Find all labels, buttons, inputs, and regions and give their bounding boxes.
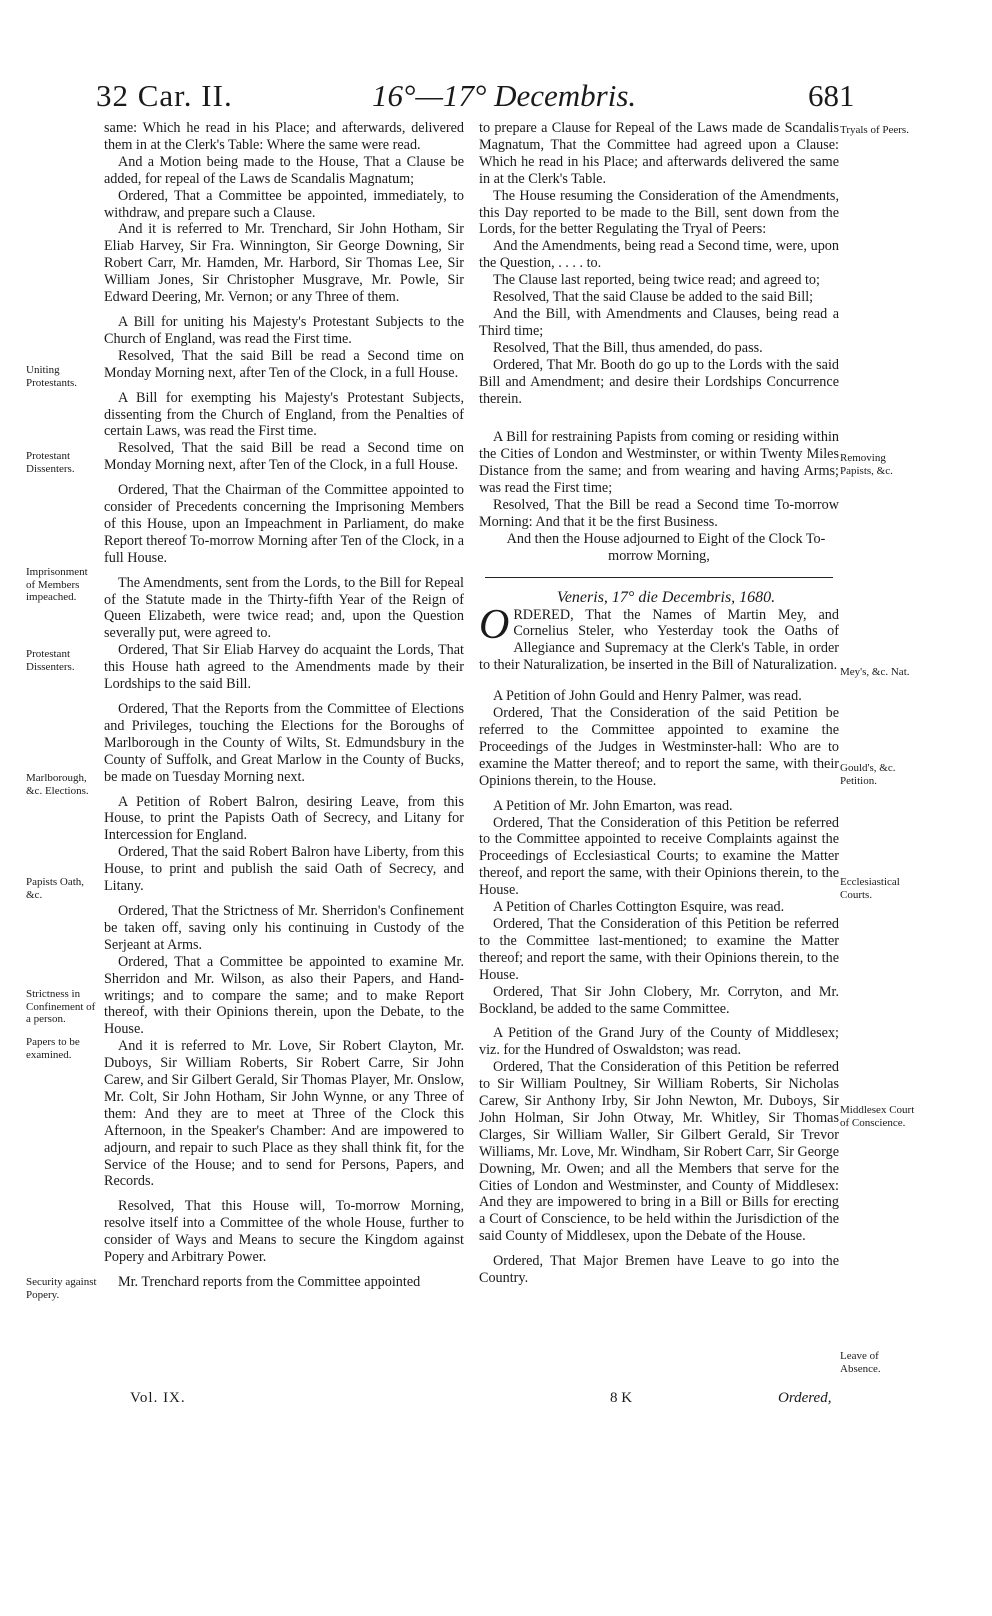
paragraph: A Petition of Mr. John Emarton, was read. — [493, 797, 733, 814]
section-rule — [485, 577, 833, 578]
paragraph: Ordered, That Sir Eliab Harvey do acquaint the Lords, That this House hath agreed to the Amendments made by their Lordships to the said Bill. — [104, 642, 464, 693]
paragraph: A Bill for restraining Papists from coming or residing within the Cities of London and Westminster, or within Twenty Miles Distance from the same; and from wearing and having Arms; was read the First time; — [479, 429, 839, 497]
paragraph: Ordered, That Mr. Booth do go up to the Lords with the said Bill and Amendment; and desire their Lordships Concurrence therein. — [479, 356, 839, 407]
adjournment: And then the House adjourned to Eight of the Clock To-morrow Morning, — [506, 530, 826, 564]
paragraph: A Petition of John Gould and Henry Palmer, was read. — [493, 688, 802, 705]
paragraph: Resolved, That the said Bill be read a Second time on Monday Morning next, after Ten of the Clock, in a full House. — [104, 347, 464, 381]
page-number: 681 — [808, 78, 855, 113]
margin-note: Gould's, &c. Petition. — [840, 762, 896, 787]
margin-note: Middlesex Court of Conscience. — [840, 1104, 915, 1129]
paragraph: Ordered, That Sir John Clobery, Mr. Corryton, and Mr. Bockland, be added to the same Committee. — [479, 983, 839, 1017]
regnal-year: 32 Car. II. — [96, 78, 233, 113]
paragraph: Ordered, That the Consideration of the said Petition be referred to the Committee appointed to examine the Proceedings of the Judges in Westminster-hall: Who are to examine the Matter thereof; and to report the same, with their Opinions therein, to the House. — [479, 705, 839, 789]
paragraph: ORDERED, That the Names of Martin Mey, and Cornelius Steler, who Yesterday took the Oaths of Allegiance and Supremacy at the Clerk's Table, in order to their Naturalization, be inserted in the Bill of Naturalization. — [479, 601, 839, 674]
paragraph: to prepare a Clause for Repeal of the Laws made de Scandalis Magnatum, That the Committee had agreed upon a Clause: Which he read in his Place; and afterwards delivered the same in at the Clerk's Table. — [479, 120, 839, 187]
paragraph: The Amendments, sent from the Lords, to the Bill for Repeal of the Statute made in the Thirty-fifth Year of the Reign of Queen Elizabeth, were twice read; and, upon the Question severally put, were agreed to. — [104, 574, 464, 642]
running-header — [0, 76, 992, 126]
margin-note: Papists Oath, &c. — [26, 876, 85, 901]
margin-note: Protestant Dissenters. — [26, 450, 75, 475]
left-column — [104, 120, 464, 1291]
right-column — [479, 120, 839, 1287]
paragraph: Ordered, That a Committee be appointed to examine Mr. Sherridon and Mr. Wilson, as also their Papers, and Hand-writings; and to compare the same; and to make Report thereof, with their Opinions therein, upon the Debate, to the House. — [104, 953, 464, 1038]
paragraph: same: Which he read in his Place; and afterwards, delivered them in at the Clerk's Table: Where the same were read. — [104, 120, 464, 153]
drop-capital: O — [479, 601, 510, 648]
paragraph: And a Motion being made to the House, That a Clause be added, for repeal of the Laws de Scandalis Magnatum; — [104, 153, 464, 187]
paragraph: Ordered, That the Reports from the Committee of Elections and Privileges, touching the Elections for the Boroughs of Marlborough in the County of Wilts, St. Edmundsbury in the County of Suffolk, and Great Marlow in the County of Bucks, be made on Tuesday Morning next. — [104, 701, 464, 785]
paragraph: Ordered, That the Consideration of this Petition be referred to the Committee last-mentioned; to examine the Matter thereof; and report the same, with their Opinions therein, to the House. — [479, 915, 839, 983]
margin-note: Strictness in Confinement of a person. — [26, 988, 96, 1025]
paragraph: Ordered, That the Consideration of this Petition be referred to Sir William Poultney, Sir William Roberts, Sir Nicholas Carew, Sir Anthony Irby, Sir John Newton, Mr. Duboys, Sir John Holman, Sir John Otway, Mr. Whitley, Sir Thomas Clarges, Sir William Waller, Sir Gilbert Gerald, Sir Trevor Williams, Mr. Love, Mr. Windham, Sir Robert Carr, Sir George Downing, Mr. Owen; and all the Members that serve for the Cities of London and Westminster, and County of Middlesex: And they are impowered to bring in a Bill or Bills for erecting a Court of Conscience, to be held within the Jurisdiction of the said County of Middlesex, upon the Debate of the House. — [479, 1059, 839, 1245]
paragraph: The House resuming the Consideration of the Amendments, this Day reported to be made to the Bill, sent down from the Lords, for the better Regulating the Tryal of Peers: — [479, 187, 839, 238]
paragraph: Resolved, That this House will, To-morrow Morning, resolve itself into a Committee of the whole House, further to consider of Ways and Means to secure the Kingdom against Popery and Arbitrary Power. — [104, 1198, 464, 1266]
day-heading: Veneris, 17° die Decembris, 1680. — [556, 588, 776, 606]
margin-note: Ecclesiastical Courts. — [840, 876, 900, 901]
margin-note: Uniting Protestants. — [26, 364, 78, 389]
paragraph: Resolved, That the said Clause be added to the said Bill; — [493, 289, 814, 306]
date-heading: 16°—17° Decembris. — [372, 78, 637, 113]
paragraph: Ordered, That a Committee be appointed, immediately, to withdraw, and prepare such a Clause. — [104, 187, 464, 221]
paragraph: Mr. Trenchard reports from the Committee appointed — [118, 1274, 421, 1290]
margin-note: Papers to be examined. — [26, 1036, 80, 1061]
margin-note: Marlborough, &c. Elections. — [26, 772, 89, 797]
catchword: Ordered, — [778, 1390, 832, 1406]
paragraph: Ordered, That the said Robert Balron have Liberty, from this House, to print and publish the said Oath of Secrecy, and Litany. — [104, 844, 464, 895]
signature-mark: 8 K — [610, 1390, 633, 1406]
paragraph: Resolved, That the Bill, thus amended, do pass. — [493, 339, 763, 356]
volume-label: Vol. IX. — [130, 1390, 186, 1406]
paragraph: A Petition of the Grand Jury of the County of Middlesex; viz. for the Hundred of Oswaldston; was read. — [479, 1025, 839, 1059]
paragraph: A Bill for uniting his Majesty's Protestant Subjects to the Church of England, was read the First time. — [104, 313, 464, 347]
paragraph: A Petition of Robert Balron, desiring Leave, from this House, to print the Papists Oath of Secrecy, and Litany for Intercession for England. — [104, 793, 464, 844]
paragraph: Ordered, That Major Bremen have Leave to go into the Country. — [479, 1253, 839, 1287]
margin-note: Protestant Dissenters. — [26, 648, 75, 673]
margin-note: Removing Papists, &c. — [840, 452, 893, 477]
paragraph: And the Bill, with Amendments and Clauses, being read a Third time; — [479, 305, 839, 339]
paragraph: Ordered, That the Chairman of the Committee appointed to consider of Precedents concerning the Imprisoning Members of this House, upon an Impeachment in Parliament, do make Report thereof To-morrow Morning after Ten of the Clock, in a full House. — [104, 482, 464, 566]
margin-note: Mey's, &c. Nat. — [840, 666, 910, 678]
paragraph: The Clause last reported, being twice read; and agreed to; — [493, 272, 820, 289]
margin-note: Leave of Absence. — [840, 1350, 881, 1375]
paragraph: A Petition of Charles Cottington Esquire, was read. — [493, 899, 785, 916]
paragraph: And it is referred to Mr. Love, Sir Robert Clayton, Mr. Duboys, Sir William Roberts, Sir Robert Carre, Sir John Carew, and Sir Gilbert Gerald, Sir Thomas Player, Mr. Onslow, Mr. Colt, Sir John Hotham, Sir John Wynne, or any Three of them: And they are to meet at Three of the Clock this Afternoon, in the Speaker's Chamber: And are impowered to adjourn, and repair to such Place as they shall think fit, for the Service of the House; and to send for Persons, Papers, and Records. — [104, 1038, 464, 1190]
paragraph: Ordered, That the Consideration of this Petition be referred to the Committee appointed to receive Complaints against the Proceedings of Ecclesiastical Courts; to examine the Matter thereof, and report the same, with their Opinions therein, to the House. — [479, 814, 839, 899]
paragraph: And the Amendments, being read a Second time, were, upon the Question, . . . . to. — [479, 238, 839, 272]
margin-note: Imprisonment of Members impeached. — [26, 566, 88, 603]
paragraph: A Bill for exempting his Majesty's Protestant Subjects, dissenting from the Church of England, from the Penalties of certain Laws, was read the First time. — [104, 389, 464, 440]
paragraph: And it is referred to Mr. Trenchard, Sir John Hotham, Sir Eliab Harvey, Sir Fra. Winnington, Sir George Downing, Sir Robert Carr, Mr. Hamden, Mr. Harbord, Sir Thomas Lee, Sir William Jones, Sir Christopher Musgrave, Mr. Powle, Sir Edward Deering, Mr. Vernon; or any Three of them. — [104, 221, 464, 306]
paragraph: Resolved, That the said Bill be read a Second time on Monday Morning next, after Ten of the Clock, in a full House. — [104, 440, 464, 474]
margin-note: Security against Popery. — [26, 1276, 97, 1301]
paragraph: Resolved, That the Bill be read a Second time To-morrow Morning: And that it be the first Business. — [479, 497, 839, 530]
paragraph: Ordered, That the Strictness of Mr. Sherridon's Confinement be taken off, saving only his continuing in Custody of the Serjeant at Arms. — [104, 902, 464, 953]
margin-note: Tryals of Peers. — [840, 124, 909, 136]
